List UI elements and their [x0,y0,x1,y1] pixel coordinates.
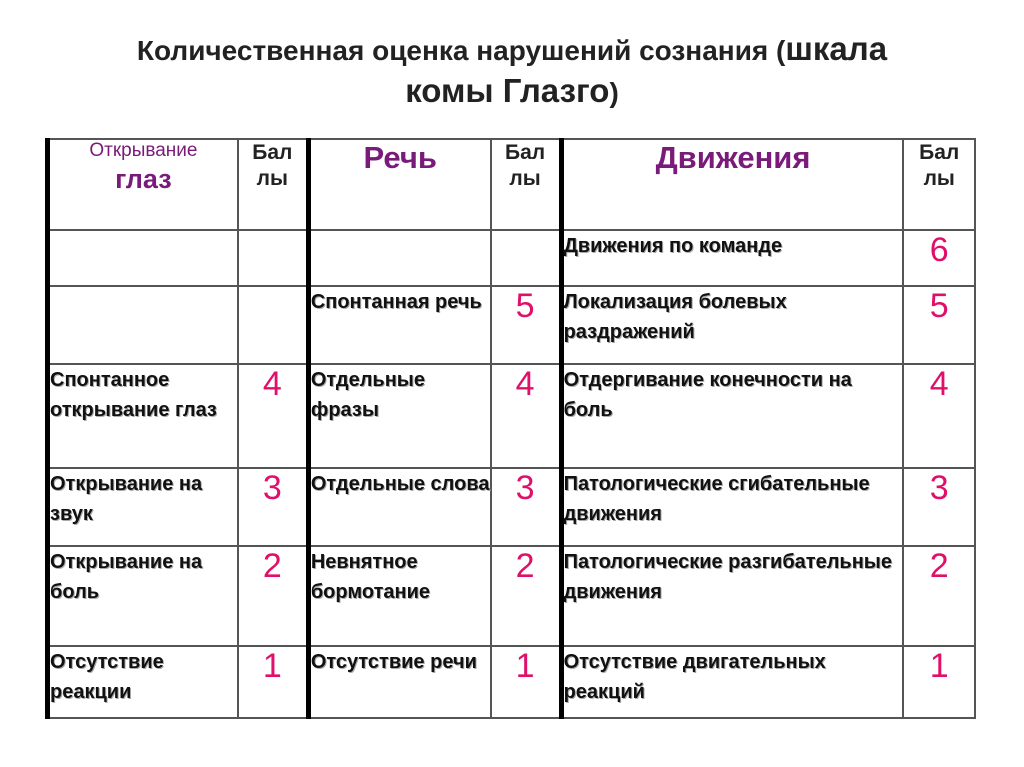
movement-cell: Отсутствие двигательных реакций [561,646,903,718]
movement-cell: Движения по команде [561,230,903,286]
movement-points: 3 [903,468,975,546]
speech-cell: Отдельные слова [308,468,490,546]
movement-points: 2 [903,546,975,646]
header-eyes-line1: Открывание [89,140,198,161]
speech-cell: Невнятное бормотание [308,546,490,646]
eyes-points: 4 [238,364,308,468]
header-points-line2: лы [923,167,955,191]
table-row [48,364,976,468]
movement-cell: Патологические сгибательные движения [561,468,903,546]
speech-points: 4 [491,364,561,468]
movement-points: 1 [903,646,975,718]
title-part4: ) [609,77,619,109]
eyes-points [238,286,308,364]
header-eyes-points [238,139,308,230]
eyes-points [238,230,308,286]
speech-points: 3 [491,468,561,546]
speech-cell: Отдельные фразы [308,364,490,468]
speech-points: 1 [491,646,561,718]
glasgow-coma-table [45,138,976,719]
table-row [48,646,976,718]
title-part3: комы Глазго [405,72,610,110]
header-movement-points [903,139,975,230]
header-points-line2: лы [509,167,541,191]
movement-cell: Отдергивание конечности на боль [561,364,903,468]
movement-points: 5 [903,286,975,364]
eyes-cell [48,286,238,364]
speech-points: 2 [491,546,561,646]
header-points-line1: Бал [505,141,546,164]
speech-cell: Отсутствие речи [308,646,490,718]
header-points-line2: лы [256,167,288,191]
header-eyes-line2: глаз [115,164,172,194]
eyes-cell: Спонтанное открывание глаз [48,364,238,468]
eyes-cell [48,230,238,286]
speech-points [491,230,561,286]
speech-cell: Спонтанная речь [308,286,490,364]
header-speech-points [491,139,561,230]
movement-cell: Патологические разгибательные движения [561,546,903,646]
table-row [48,546,976,646]
eyes-cell: Отсутствие реакции [48,646,238,718]
header-movement: Движения [561,139,903,230]
table-row [48,286,976,364]
speech-points: 5 [491,286,561,364]
slide-title [0,28,1024,112]
table-row [48,468,976,546]
eyes-points: 3 [238,468,308,546]
eyes-points: 1 [238,646,308,718]
eyes-cell: Открывание на звук [48,468,238,546]
header-points-line1: Бал [252,141,293,164]
speech-cell [308,230,490,286]
movement-points: 6 [903,230,975,286]
table-header-row [48,139,976,230]
movement-cell: Локализация болевых раздражений [561,286,903,364]
header-points-line1: Бал [919,141,960,164]
eyes-points: 2 [238,546,308,646]
title-part1: Количественная оценка нарушений сознания ( [136,35,786,66]
header-speech: Речь [308,139,490,230]
eyes-cell: Открывание на боль [48,546,238,646]
movement-points: 4 [903,364,975,468]
table-row [48,230,976,286]
header-eyes [48,139,238,230]
title-part2: шкала [785,30,888,67]
